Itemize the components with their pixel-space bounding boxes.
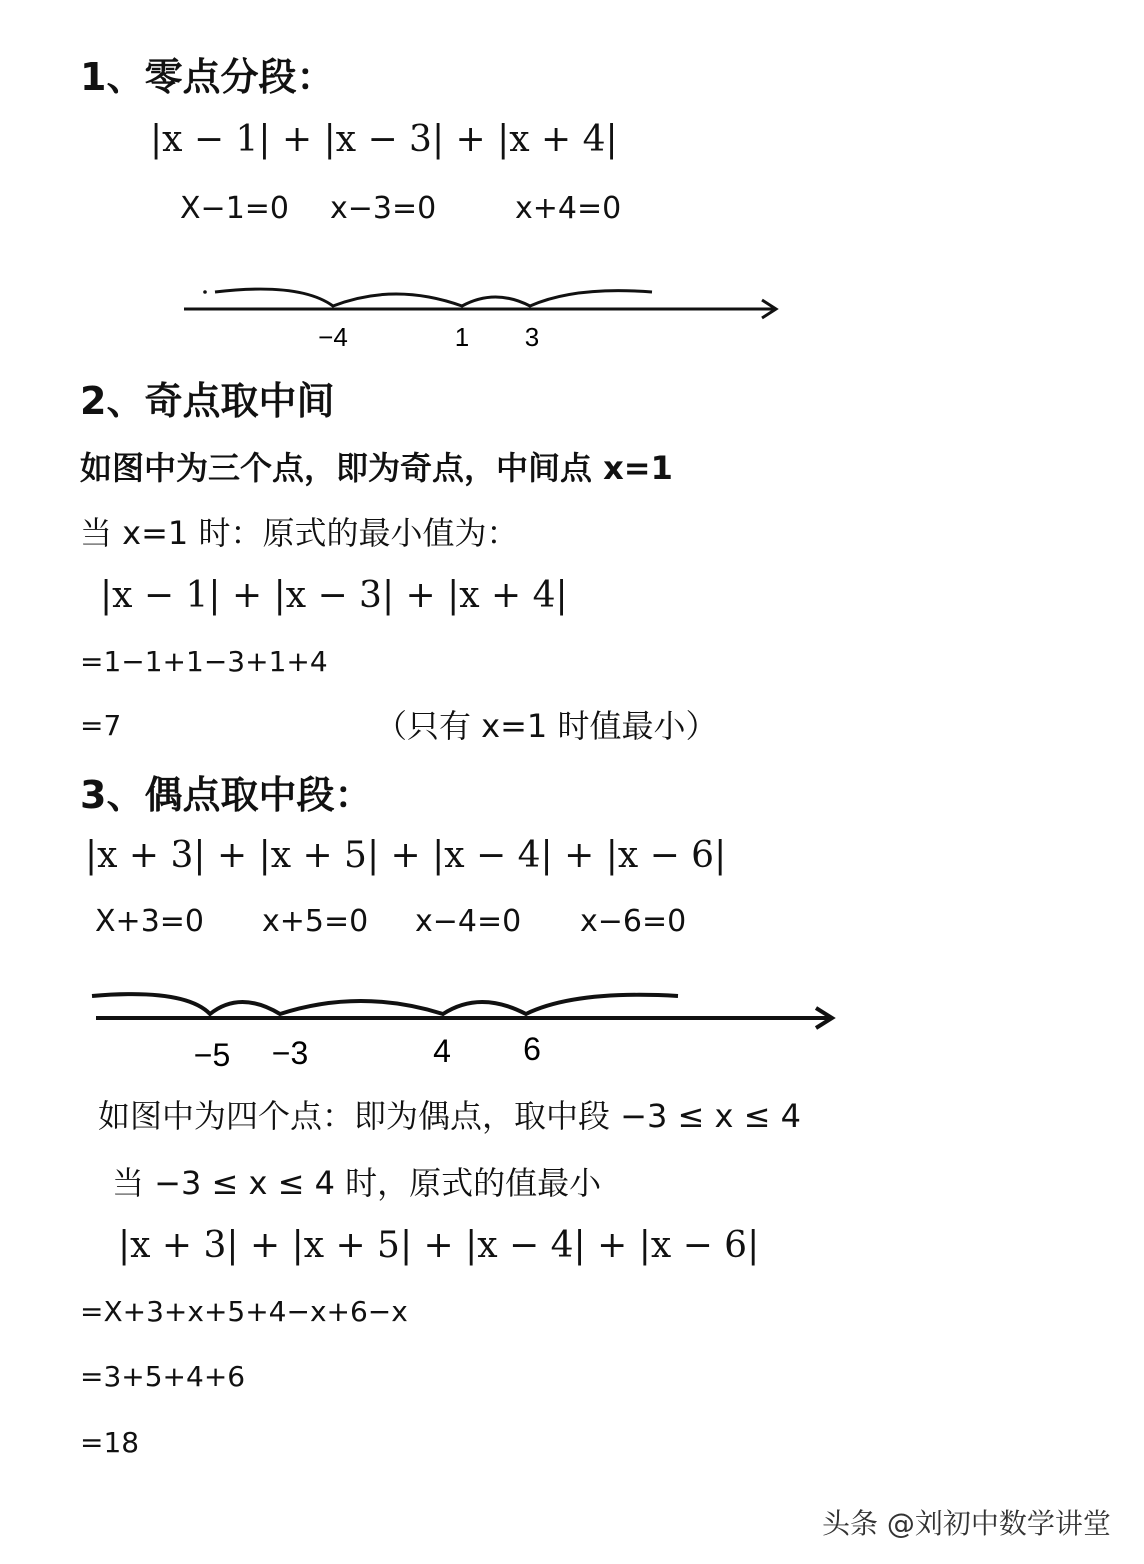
section3-expression: |x + 3| + |x + 5| + |x − 4| + |x − 6| xyxy=(85,835,727,876)
tick-label-2: −3 xyxy=(271,1035,309,1071)
section3-zero-3: x−4=0 xyxy=(415,904,522,939)
watermark: 头条 @刘初中数学讲堂 xyxy=(822,1507,1111,1540)
section2-line2: 当 x=1 时：原式的最小值为： xyxy=(80,514,519,552)
section1-expression: |x − 1| + |x − 3| + |x + 4| xyxy=(150,119,618,160)
section2-note: （只有 x=1 时值最小） xyxy=(375,707,718,745)
section3-heading: 3、偶点取中段： xyxy=(80,773,373,817)
section1-heading: 1、零点分段： xyxy=(80,55,335,99)
section2-line1: 如图中为三个点，即为奇点，中间点 x=1 xyxy=(80,449,673,487)
tick-label-3: 4 xyxy=(433,1033,451,1069)
section2-heading: 2、奇点取中间 xyxy=(80,379,335,423)
tick-label-2: 1 xyxy=(454,322,470,352)
number-line-2 xyxy=(0,980,880,1075)
section2-expression: |x − 1| + |x − 3| + |x + 4| xyxy=(100,575,568,616)
section3-zero-2: x+5=0 xyxy=(262,904,369,939)
stroke-dot xyxy=(203,290,207,294)
interval-arcs xyxy=(92,994,678,1014)
section3-expression2: |x + 3| + |x + 5| + |x − 4| + |x − 6| xyxy=(118,1225,760,1266)
section2-step1: =1−1+1−3+1+4 xyxy=(80,645,328,678)
section3-step1: =X+3+x+5+4−x+6−x xyxy=(80,1295,408,1328)
section3-zero-4: x−6=0 xyxy=(580,904,687,939)
section1-zero-2: x−3=0 xyxy=(330,191,437,226)
tick-label-1: −4 xyxy=(318,322,348,352)
section1-zero-3: x+4=0 xyxy=(515,191,622,226)
section3-line2: 当 −3 ≤ x ≤ 4 时，原式的值最小 xyxy=(112,1164,602,1202)
section3-result: =18 xyxy=(80,1426,140,1459)
section3-zero-1: X+3=0 xyxy=(95,904,204,939)
section1-zero-1: X−1=0 xyxy=(180,191,289,226)
tick-label-3: 3 xyxy=(524,322,540,352)
section3-line1: 如图中为四个点：即为偶点，取中段 −3 ≤ x ≤ 4 xyxy=(98,1097,801,1135)
tick-label-1: −5 xyxy=(193,1037,231,1073)
tick-label-4: 6 xyxy=(523,1031,541,1067)
section2-result: =7 xyxy=(80,709,122,742)
interval-arcs xyxy=(215,289,652,306)
section3-step2: =3+5+4+6 xyxy=(80,1360,246,1393)
number-line-1 xyxy=(0,270,820,360)
